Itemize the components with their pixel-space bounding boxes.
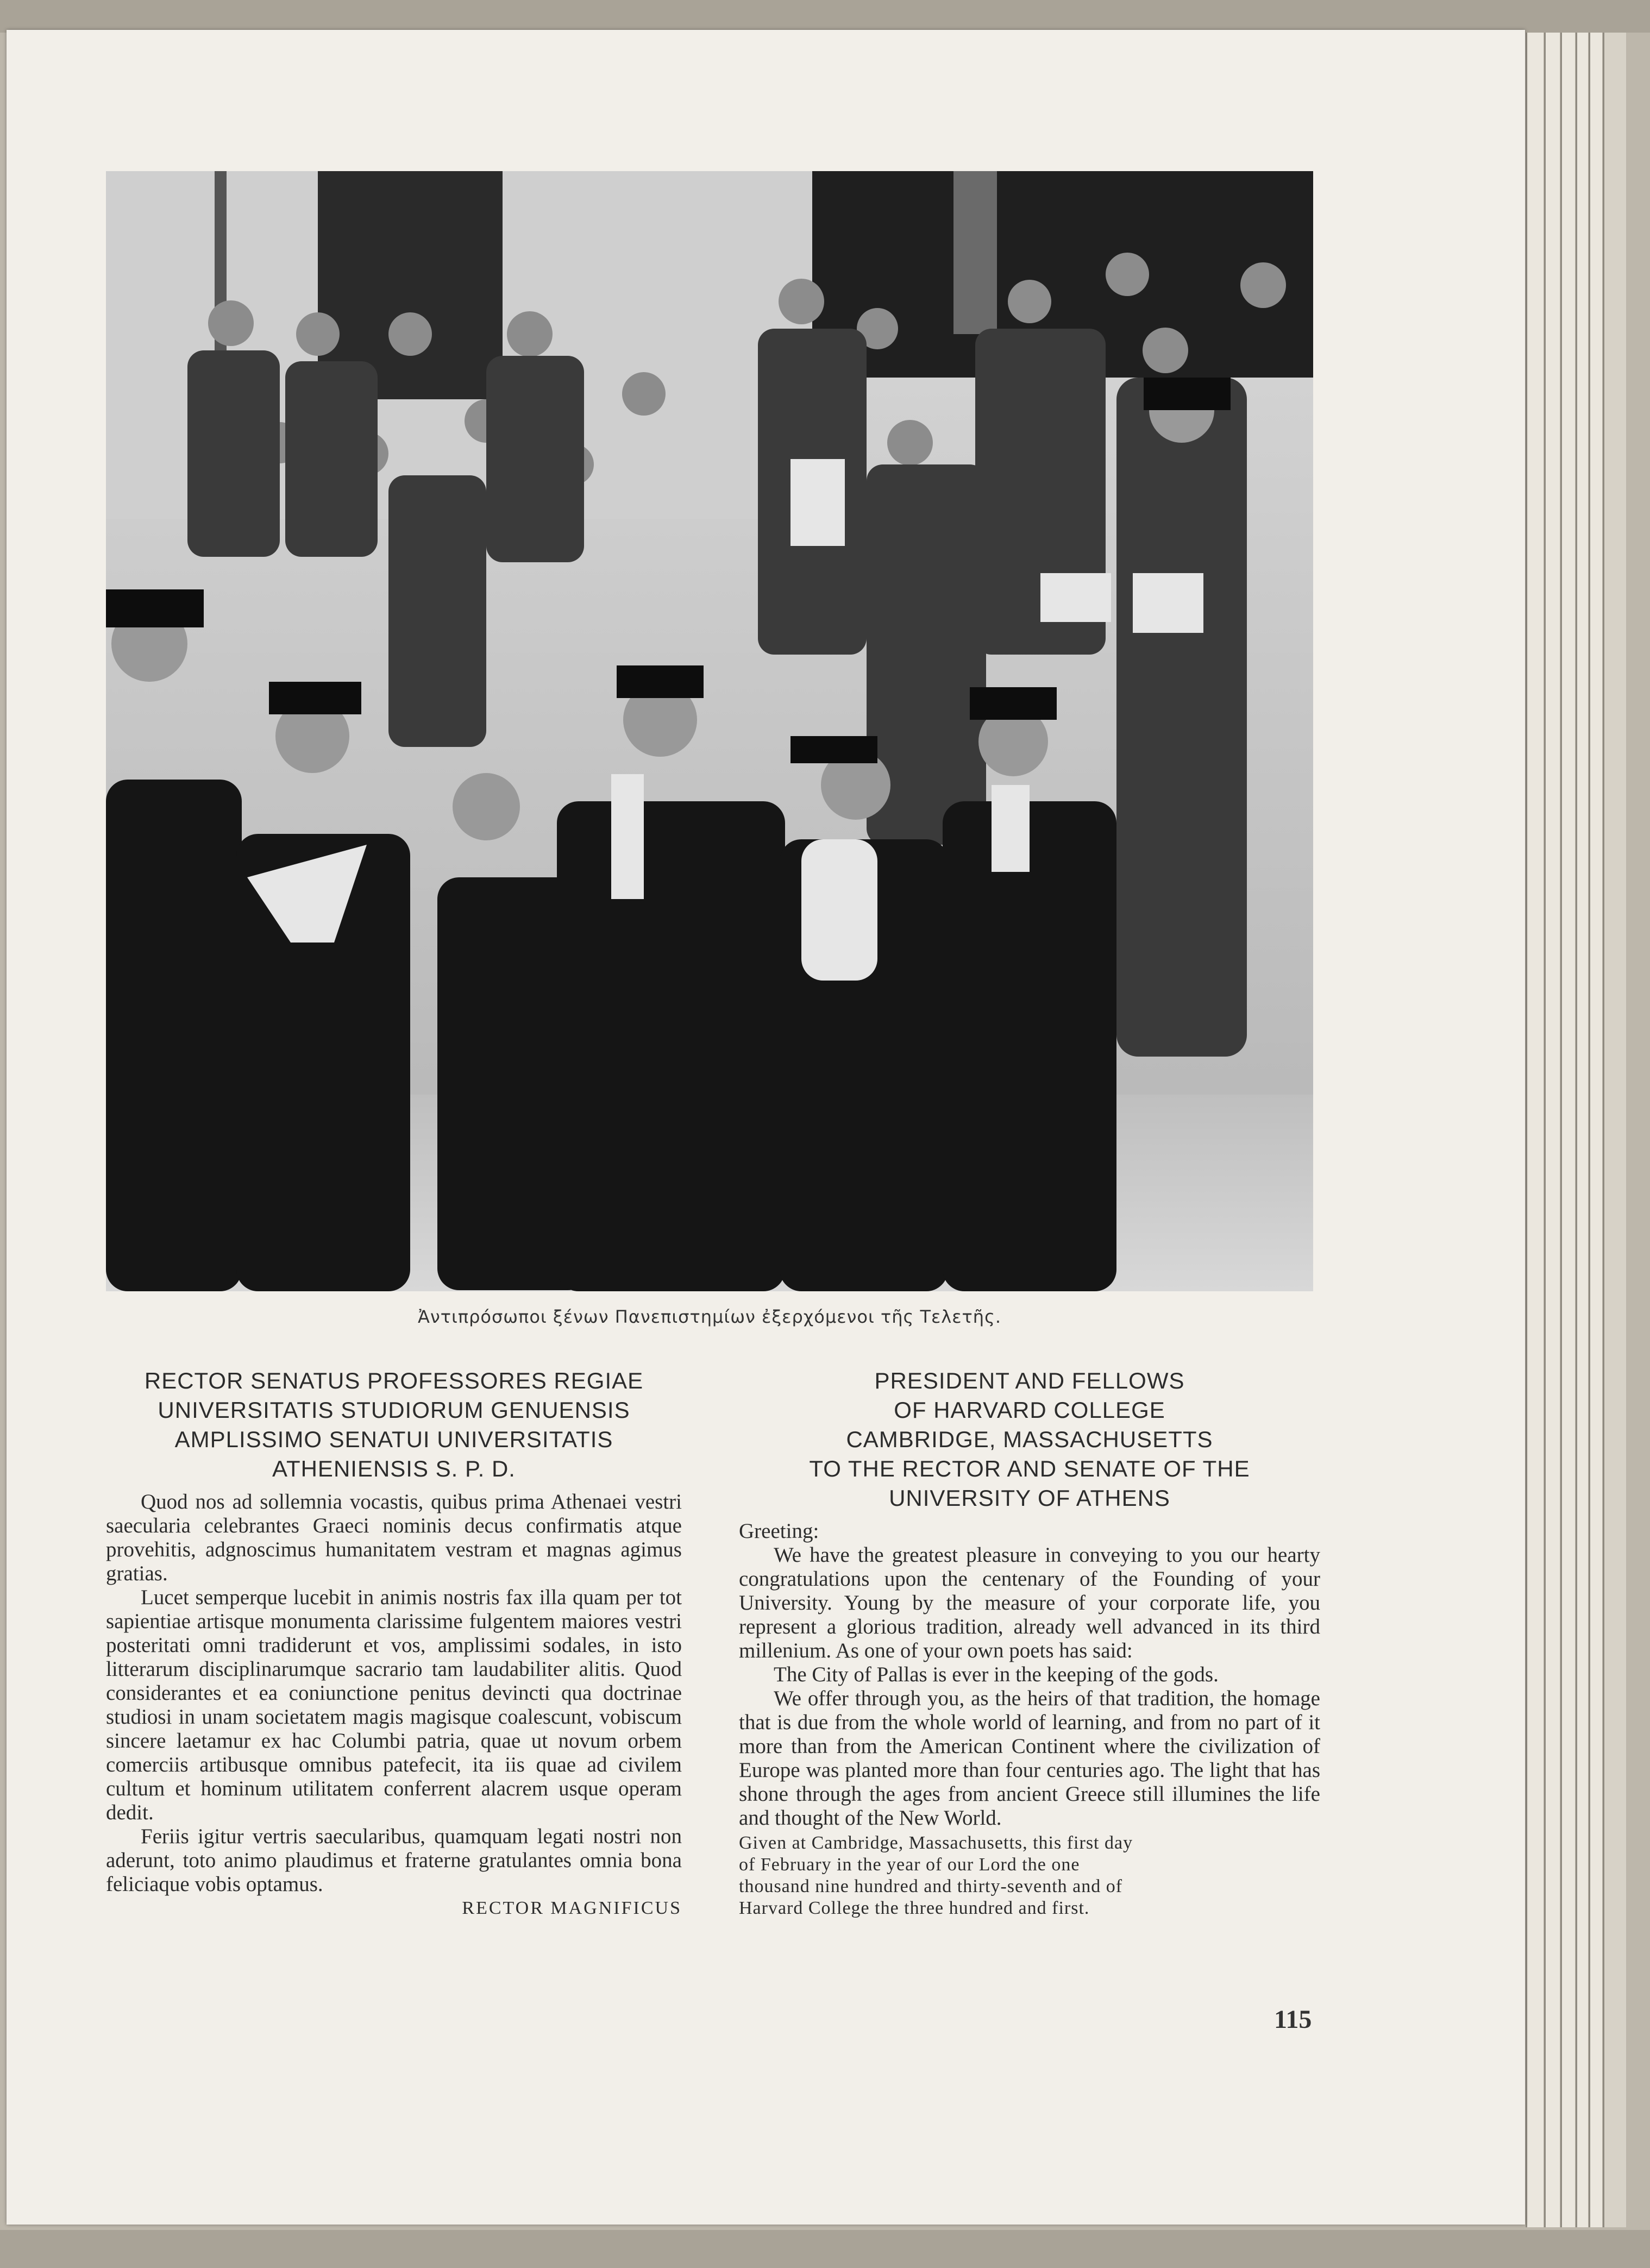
binding-top-edge [0, 0, 1650, 33]
harvard-letter [739, 1366, 1320, 1919]
letter-paragraph: Lucet semperque lucebit in animis nostris fax illa quam per tot sapientiae artisque monumenta clarissime fulgentem maiores vestri posteritati omni tradiderunt et vos, amplissimi sodales, in isto litterarum disciplinarumque sacrario tam laudabiliter alitis. Quod considerantes et ea coniunctione penitus devincti qua doctrinae studiosi in unam societatem magis magisque coalescunt, vobiscum sincere laetamur ex hac Columbi patria, quae ut novum orbem comerciis artibusque omnibus patefecit, ita iis quae ad civilem cultum et hominum utilitatem conferrent alacrem usque operam dedit. [106, 1586, 682, 1824]
group-photo-icon [106, 171, 1313, 1291]
heading-line: CAMBRIDGE, MASSACHUSETTS [846, 1427, 1213, 1452]
page-edge [1526, 33, 1544, 2227]
letter-paragraph: We have the greatest pleasure in conveying to you our hearty congratulations upon the centenary of the Founding of your University. Young by the measure of your corporate life, you represent a glorious tradition, already well advanced in its third millenium. As one of your own poets has said: [739, 1543, 1320, 1662]
letter-signature: RECTOR MAGNIFICUS [462, 1898, 682, 1918]
heading-line: ATHENIENSIS S. P. D. [272, 1456, 516, 1481]
heading-line: UNIVERSITY OF ATHENS [889, 1485, 1170, 1511]
harvard-letter-heading [739, 1366, 1320, 1513]
binding-bottom-edge [0, 2230, 1650, 2268]
letter-paragraph: Feriis igitur vertris saecularibus, quamquam legati nostri non aderunt, toto animo plaudimus et fraterne gratulantes omnia bona feliciaque vobis optamus. [106, 1825, 682, 1896]
page-edge [1544, 33, 1560, 2227]
photo-caption: Ἀντιπρόσωποι ξένων Πανεπιστημίων ἐξερχόμενοι τῆς Τελετῆς. [417, 1306, 1002, 1327]
heading-line: OF HARVARD COLLEGE [894, 1397, 1165, 1423]
page-edge [1576, 33, 1588, 2227]
page-edge [1589, 33, 1602, 2227]
letter-paragraph: We offer through you, as the heirs of that tradition, the homage that is due from the whole world of learning, and from no part of it more than from the American Continent where the civilization of Europe was planted more than four centuries ago. The light that has shone through the ages from ancient Greece still illumines the life and thought of the New World. [739, 1687, 1320, 1830]
heading-line: AMPLISSIMO SENATUI UNIVERSITATIS [174, 1427, 613, 1452]
heading-line: RECTOR SENATUS PROFESSORES REGIAE [144, 1368, 644, 1393]
page-edge [1560, 33, 1575, 2227]
letter-salutation: Greeting: [739, 1519, 819, 1543]
page-number: 115 [1274, 2005, 1312, 2034]
heading-line: TO THE RECTOR AND SENATE OF THE [809, 1456, 1250, 1481]
letter-paragraph: Quod nos ad sollemnia vocastis, quibus prima Athenaei vestri saecularia celebrantes Graeci nominis decus confirmatis atque provehitis, adgnoscimus humanitatem vestram et magnas agimus gratias. [106, 1490, 682, 1585]
page-edge [1603, 33, 1626, 2227]
letter-given-clause: Given at Cambridge, Massachusetts, this first day of February in the year of our Lord the one thousand nine hundred and thirty-seventh and of Harvard College the three hundred and first. [739, 1833, 1133, 1918]
group-photo [106, 171, 1313, 1291]
genoa-letter-heading [106, 1366, 682, 1484]
heading-line: UNIVERSITATIS STUDIORUM GENUENSIS [158, 1397, 630, 1423]
letter-quote: The City of Pallas is ever in the keeping of the gods. [774, 1663, 1219, 1686]
genoa-letter [106, 1366, 682, 1920]
heading-line: PRESIDENT AND FELLOWS [874, 1368, 1185, 1393]
